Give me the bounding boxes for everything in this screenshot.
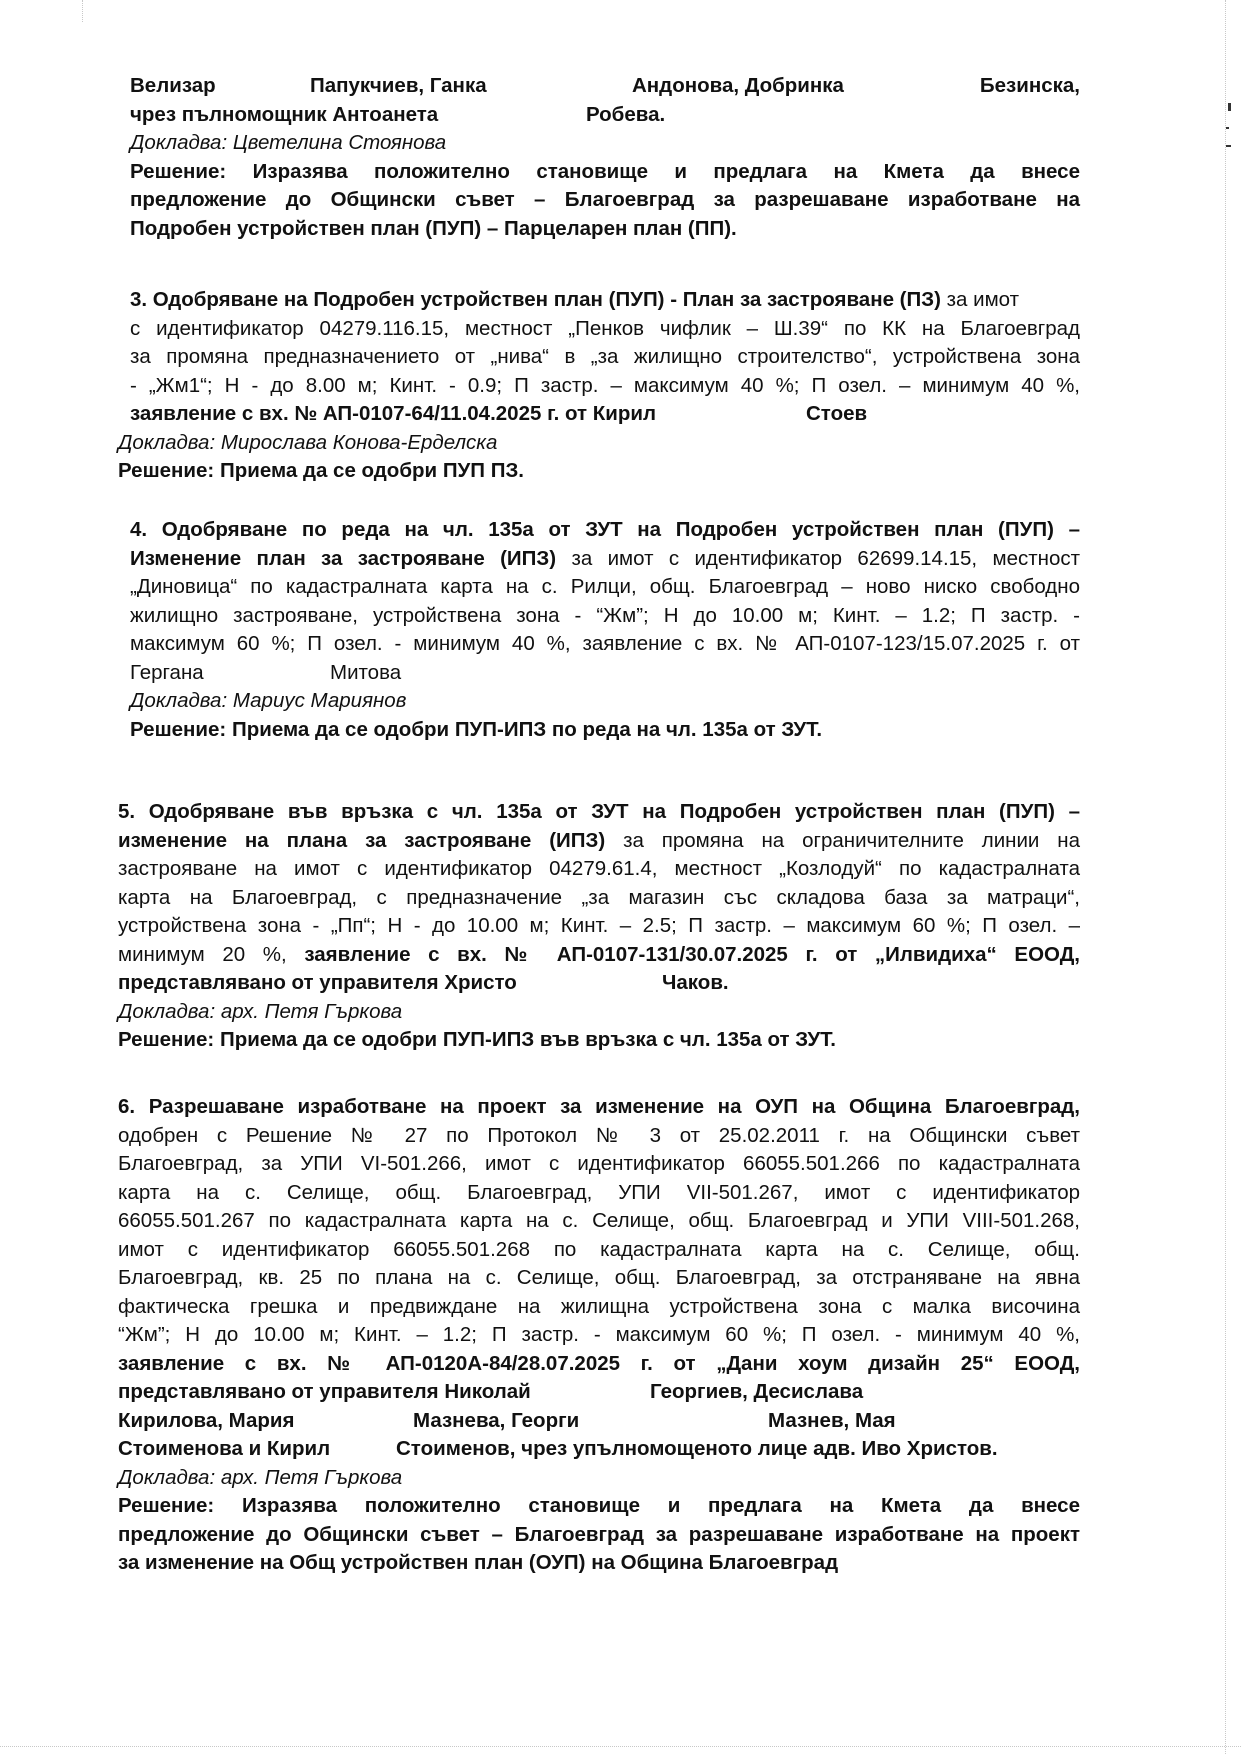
item-text: фактическа грешка и предвиждане на жилищна устройствена зона с малка височина — [118, 1294, 1080, 1318]
application-text: заявление с вх. № АП-0107-64/11.04.2025 г. от Кирил — [130, 402, 656, 425]
applicant-name: Кирилова, Мария — [118, 1408, 295, 1432]
agenda-item-4 — [130, 516, 1080, 744]
item-text: имот с идентификатор 66055.501.268 по кадастралната карта на с. Селище, общ. — [118, 1237, 1080, 1261]
reporter: Докладва: Цветелина Стоянова — [130, 131, 447, 154]
item-title: Изменение план за застрояване (ИПЗ) — [130, 546, 557, 570]
item-text: одобрен с Решение № 27 по Протокол № 3 от 25.02.2011 г. на Общински съвет — [118, 1123, 1080, 1147]
item-text: Благоевград, кв. 25 по плана на с. Селище, общ. Благоевград, за отстраняване на явна — [118, 1266, 1080, 1289]
applicant-name: Стоименова и Кирил — [118, 1437, 331, 1460]
item-heading — [130, 545, 1080, 574]
representative-line — [118, 1378, 1080, 1407]
item-text: за промяна предназначението от „нива“ в „за жилищно строителство“, устройствена зона — [130, 345, 1080, 368]
applicants-line — [118, 1407, 1080, 1436]
application-line: заявление с вх. № АП-0120А-84/28.07.2025 г. от „Дани хоум дизайн 25“ ЕООД, — [118, 1351, 1080, 1375]
applicant-name: Робева. — [586, 102, 666, 126]
applicant-name: чрез пълномощник Антоанета — [130, 102, 439, 126]
item-title: 5. Одобряване във връзка с чл. 135а от ЗУТ на Подробен устройствен план (ПУП) – — [118, 800, 1080, 823]
reporter: Докладва: Мирослава Конова-Ерделска — [118, 430, 498, 454]
item-title: изменение на плана за застрояване (ИПЗ) — [118, 828, 606, 852]
applicant-name: Стоев — [806, 402, 868, 425]
item-text: за промяна на ограничителните линии на — [605, 828, 1080, 852]
scan-edge-bottom — [0, 1746, 1241, 1748]
scan-edge-top-left — [82, 0, 84, 22]
item-text: за имот — [940, 288, 1019, 311]
item-heading — [130, 286, 1080, 315]
scan-edge-right — [1225, 0, 1227, 1754]
scan-mark — [1228, 103, 1231, 111]
item-text: карта на Благоевград, с предназначение „за магазин със складова база за матраци“, — [118, 885, 1080, 909]
reporter: Докладва: Мариус Мариянов — [130, 689, 407, 712]
applicant-name: Мазнев, Мая — [768, 1408, 896, 1432]
decision-line: Решение: Изразява положително становище и предлага на Кмета да внесе — [130, 159, 1080, 183]
applicant-name: Андонова, Добринка — [632, 74, 844, 97]
scan-mark — [1226, 127, 1229, 129]
decision-line: Решение: Изразява положително становище и предлага на Кмета да внесе — [118, 1494, 1080, 1517]
application-line — [130, 400, 1080, 429]
applicants-line — [130, 72, 1080, 101]
agenda-item-6 — [118, 1093, 1080, 1578]
scan-mark — [1226, 145, 1231, 147]
applicant-name: Стоименов, чрез упълномощеното лице адв. Иво Христов. — [396, 1437, 998, 1460]
item-text: 66055.501.267 по кадастралната карта на с. Селище, общ. Благоевград и УПИ VIII-501.268, — [118, 1209, 1080, 1232]
decision-line: за изменение на Общ устройствен план (ОУП) на Община Благоевград — [118, 1551, 839, 1574]
application-line — [118, 941, 1080, 970]
item-2-continuation — [130, 72, 1080, 243]
item-title: 4. Одобряване по реда на чл. 135а от ЗУТ на Подробен устройствен план (ПУП) – — [130, 518, 1080, 541]
applicant-name: Папукчиев, Ганка — [310, 74, 487, 97]
item-text: за имот с идентификатор 62699.14.15, местност — [556, 546, 1080, 570]
item-text: минимум 20 %, — [118, 942, 305, 966]
applicant-name: Чаков. — [662, 971, 729, 994]
item-title: 6. Разрешаване изработване на проект за изменение на ОУП на Община Благоевград, — [118, 1095, 1080, 1118]
item-text: застрояване на имот с идентификатор 04279.61.4, местност „Козлодуй“ по кадастралната — [118, 857, 1080, 880]
item-text: максимум 60 %; П озел. - минимум 40 %, заявление с вх. № АП-0107-123/15.07.2025 г. от — [130, 632, 1080, 655]
applicant-name: Мазнева, Георги — [413, 1408, 580, 1432]
item-text: Благоевград, за УПИ VI-501.266, имот с идентификатор 66055.501.266 по кадастралната — [118, 1152, 1080, 1175]
application-text: заявление с вх. № АП-0107-131/30.07.2025 г. от „Илвидиха“ ЕООД, — [304, 942, 1080, 966]
applicant-name: Георгиев, Десислава — [650, 1380, 864, 1403]
applicants-line — [130, 101, 1080, 130]
decision-line: предложение до Общински съвет – Благоевград за разрешаване изработване на — [130, 188, 1080, 211]
applicant-line — [130, 659, 1080, 688]
representative-text: представлявано от управителя Николай — [118, 1380, 531, 1403]
applicant-name: Гергана — [130, 660, 204, 684]
item-text: устройствена зона - „Пп“; Н - до 10.00 м; Кинт. – 2.5; П застр. – максимум 60 %; П озел. – — [118, 914, 1080, 937]
decision-line: Подробен устройствен план (ПУП) – Парцеларен план (ПП). — [130, 216, 737, 240]
agenda-item-3 — [118, 286, 1080, 486]
applicant-name: Безинска, — [979, 74, 1080, 97]
item-text: - „Жм1“; Н - до 8.00 м; Кинт. - 0.9; П застр. – максимум 40 %; П озел. – минимум 40 %, — [130, 373, 1080, 397]
agenda-item-5 — [118, 798, 1080, 1055]
item-text: жилищно застрояване, устройствена зона - “Жм”; Н до 10.00 м; Кинт. – 1.2; П застр. - — [130, 603, 1080, 627]
reporter: Докладва: арх. Петя Гъркова — [118, 999, 403, 1023]
decision: Решение: Приема да се одобри ПУП ПЗ. — [118, 459, 525, 482]
item-text: карта на с. Селище, общ. Благоевград, УПИ VII-501.267, имот с идентификатор — [118, 1180, 1080, 1204]
decision: Решение: Приема да се одобри ПУП-ИПЗ във връзка с чл. 135а от ЗУТ. — [118, 1028, 837, 1051]
applicant-name: Велизар — [130, 74, 216, 97]
item-text: “Жм”; Н до 10.00 м; Кинт. – 1.2; П застр. - максимум 60 %; П озел. - минимум 40 %, — [118, 1323, 1080, 1346]
item-text: с идентификатор 04279.116.15, местност „Пенков чифлик – Ш.39“ по КК на Благоевград — [130, 316, 1080, 340]
reporter: Докладва: арх. Петя Гъркова — [118, 1465, 403, 1489]
representative-line — [118, 969, 1080, 998]
item-heading — [118, 827, 1080, 856]
item-text: „Диновица“ по кадастралната карта на с. Рилци, общ. Благоевград – ново ниско свободно — [130, 575, 1080, 598]
representative-text: представлявано от управителя Христо — [118, 971, 517, 994]
applicant-name: Митова — [330, 660, 402, 684]
applicants-line — [118, 1435, 1080, 1464]
decision: Решение: Приема да се одобри ПУП-ИПЗ по реда на чл. 135а от ЗУТ. — [130, 717, 823, 741]
decision-line: предложение до Общински съвет – Благоевград за разрешаване изработване на проект — [118, 1522, 1080, 1546]
item-title: 3. Одобряване на Подробен устройствен план (ПУП) - План за застрояване (ПЗ) — [130, 288, 941, 311]
